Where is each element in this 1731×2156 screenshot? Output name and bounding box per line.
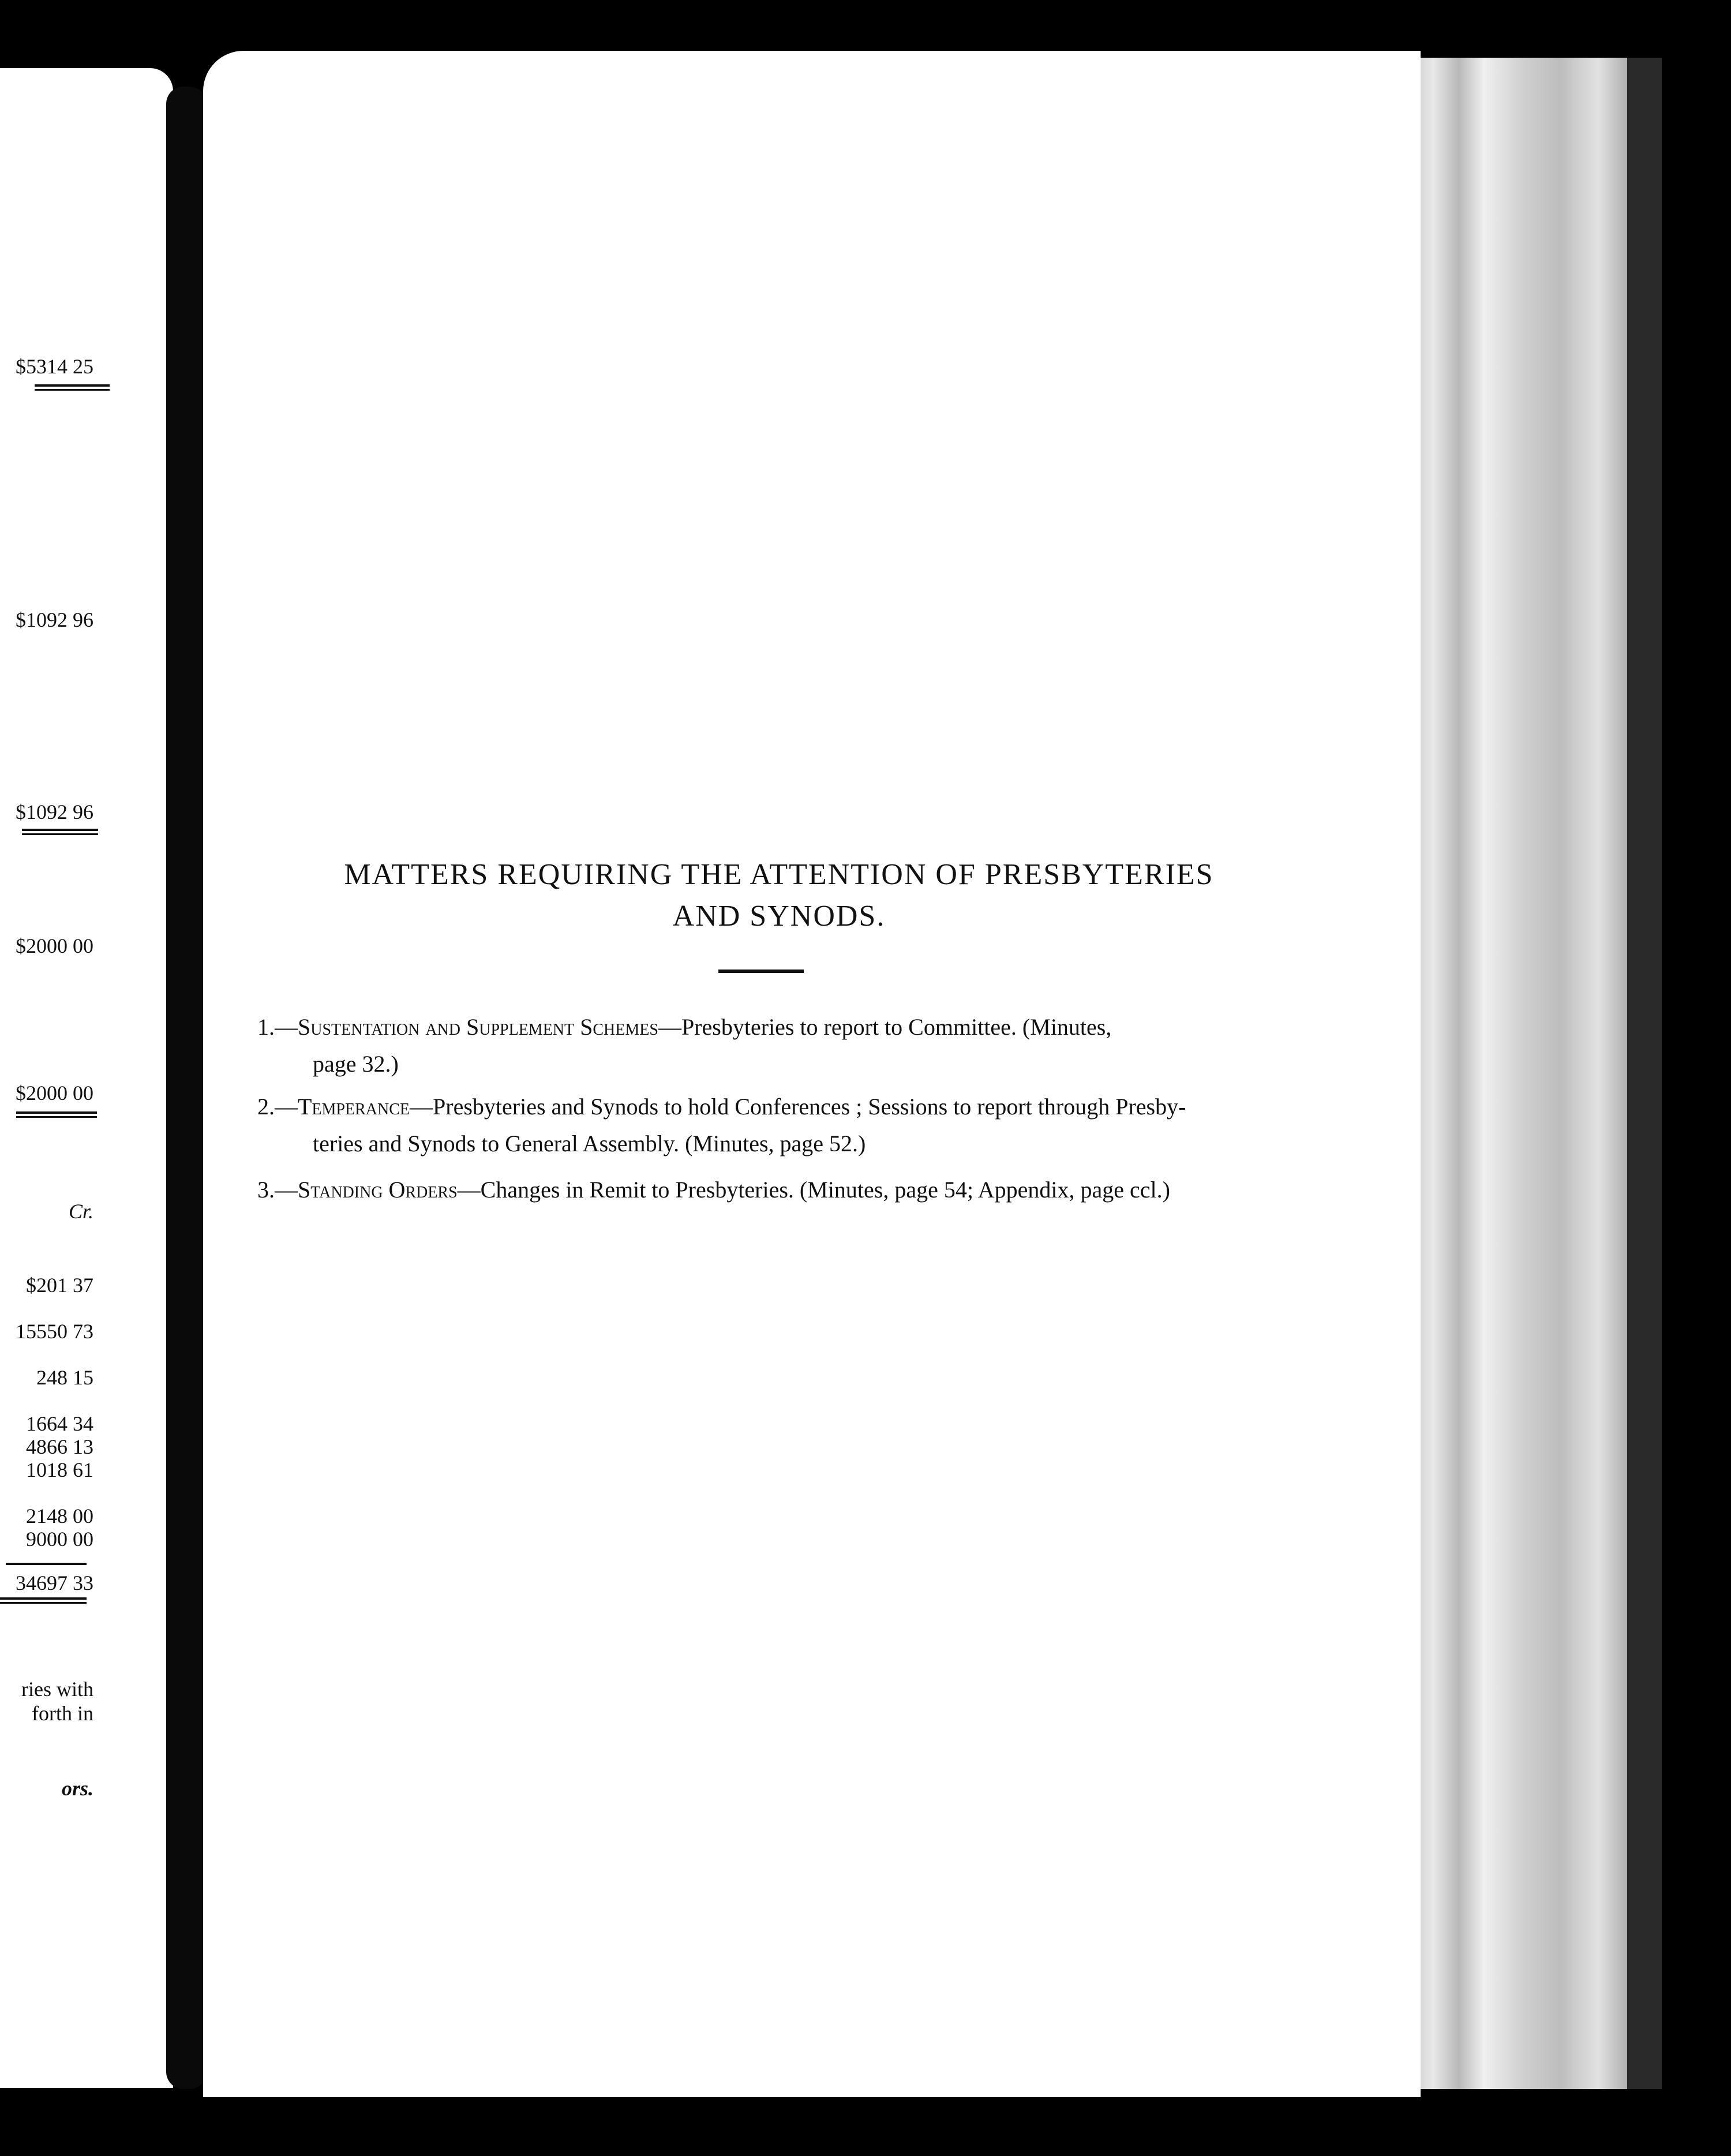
heading-line-2: AND SYNODS. [672, 900, 886, 933]
amount: 1664 34 [26, 1412, 93, 1435]
rule [6, 1563, 87, 1565]
amount: 248 15 [36, 1366, 93, 1389]
amount: $1092 96 [16, 800, 93, 824]
item-title: Sustentation and Supplement Schemes [298, 1014, 658, 1040]
double-rule [16, 1111, 97, 1118]
item-title: Temperance [298, 1094, 410, 1120]
item-text: —Presbyteries to report to Committee. (Minutes, [658, 1014, 1112, 1040]
amount: 2148 00 [26, 1504, 93, 1528]
list-item [257, 1009, 1111, 1083]
cr-label: Cr. [68, 1200, 93, 1223]
page-edges [1408, 58, 1662, 2089]
text-fragment: ries with [21, 1678, 93, 1701]
item-text-continued: page 32.) [313, 1051, 399, 1077]
item-number: 1.— [257, 1014, 298, 1040]
double-rule [22, 829, 98, 835]
heading-line-1: MATTERS REQUIRING THE ATTENTION OF PRESBYTERIES [344, 858, 1214, 891]
item-text: —Presbyteries and Synods to hold Conferences ; Sessions to report through Presby- [410, 1094, 1186, 1120]
heading-rule [718, 970, 804, 973]
list-item [257, 1171, 1170, 1208]
amount: $2000 00 [16, 934, 93, 957]
text-fragment: forth in [32, 1702, 93, 1725]
amount: 15550 73 [16, 1320, 93, 1343]
amount: $2000 00 [16, 1081, 93, 1105]
double-rule [0, 1597, 87, 1604]
page-heading [0, 854, 1558, 937]
item-text-continued: teries and Synods to General Assembly. (Minutes, page 52.) [313, 1131, 866, 1156]
double-rule [35, 384, 110, 391]
list-item [257, 1088, 1186, 1162]
amount: $201 37 [26, 1274, 93, 1297]
amount: $5314 25 [16, 355, 93, 378]
book-gutter [166, 87, 207, 2089]
item-number: 2.— [257, 1094, 298, 1120]
item-title: Standing Orders [298, 1177, 458, 1203]
text-fragment: ors. [61, 1777, 93, 1800]
amount: $1092 96 [16, 608, 93, 631]
item-number: 3.— [257, 1177, 298, 1203]
item-text: —Changes in Remit to Presbyteries. (Minutes, page 54; Appendix, page ccl.) [457, 1177, 1170, 1203]
amount: 9000 00 [26, 1528, 93, 1551]
amount: 4866 13 [26, 1435, 93, 1458]
amount: 1018 61 [26, 1458, 93, 1481]
amount-total: 34697 33 [16, 1571, 93, 1594]
previous-page [0, 68, 173, 2088]
